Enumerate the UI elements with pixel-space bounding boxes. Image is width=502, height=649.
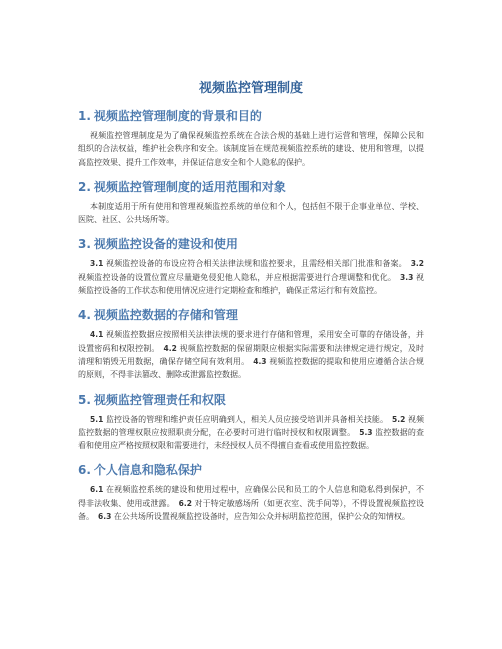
clause-text: 视频监控数据应按照相关法律法规的要求进行存储和管理，采用安全可靠的存储设备，并设置密码和权限控制。 bbox=[78, 330, 424, 353]
section-heading-text: 视频监控数据的存储和管理 bbox=[93, 308, 238, 323]
section-heading-text: 视频监控管理制度的背景和目的 bbox=[93, 109, 262, 123]
section-body bbox=[78, 328, 424, 381]
clause-text: 在视频监控系统的建设和使用过程中，应确保公民和员工的个人信息和隐私得到保护，不得非法收集、使用或泄露。 bbox=[78, 485, 424, 508]
clause-number: 6.2 bbox=[178, 498, 192, 508]
section-heading-text: 视频监控设备的建设和使用 bbox=[93, 237, 238, 252]
section-3 bbox=[78, 235, 424, 297]
section-number: 2. bbox=[78, 179, 91, 194]
clause-number: 6.1 bbox=[90, 485, 104, 495]
clause-text: 视频监控设备的工作状态和使用情况应进行定期检查和维护，确保正常运行和有效监控。 bbox=[78, 272, 424, 296]
section-body bbox=[78, 413, 424, 453]
clause-text: 本制度适用于所有使用和管理视频监控系统的单位和个人，包括但不限于企事业单位、学校、医院、社区、公共场所等。 bbox=[78, 201, 424, 225]
section-heading bbox=[78, 178, 424, 196]
document-title: 视频监控管理制度 bbox=[198, 81, 303, 96]
clause-number: 3.3 bbox=[400, 272, 414, 282]
section-heading-text: 个人信息和隐私保护 bbox=[93, 463, 202, 478]
section-heading-text: 视频监控管理制度的适用范围和对象 bbox=[93, 179, 286, 194]
clause-number: 5.1 bbox=[90, 414, 104, 424]
clause-text: 监控数据的查看和使用应严格按照权限和需要进行，未经授权人员不得擅自查看或使用监控数据。 bbox=[78, 427, 425, 451]
clause-number: 4.3 bbox=[253, 356, 267, 366]
section-4 bbox=[78, 306, 424, 381]
clause-text: 对于特定敏感场所（如更衣室、洗手间等），不得设置视频监控设备。 bbox=[78, 498, 425, 522]
section-number: 4. bbox=[78, 308, 91, 323]
clause-number: 4.1 bbox=[90, 330, 104, 340]
section-body bbox=[78, 200, 424, 227]
document-sections bbox=[78, 107, 424, 523]
clause-number: 6.3 bbox=[98, 512, 112, 522]
clause-text: 视频监控管理制度是为了确保视频监控系统在合法合规的基础上进行运营和管理，保障公民和组织的合法权益，维护社会秩序和安全。该制度旨在规范视频监控系统的建设、使用和管理，以提高监控效果、提升工作效率，并保证信息安全和个人隐私的保护。 bbox=[78, 131, 424, 167]
section-heading bbox=[78, 306, 424, 324]
section-5 bbox=[78, 391, 424, 453]
clause-number: 4.2 bbox=[163, 343, 177, 353]
section-number: 6. bbox=[78, 463, 91, 478]
clause-text: 视频监控数据的保留期限应根据实际需要和法律规定进行规定，及时清理和销毁无用数据，确保存储空间有效利用。 bbox=[78, 343, 425, 366]
clause-number: 3.2 bbox=[410, 259, 424, 269]
clause-number: 5.3 bbox=[359, 427, 373, 437]
clause-text: 在公共场所设置视频监控设备时，应告知公众并标明监控范围，保护公众的知情权。 bbox=[113, 512, 410, 522]
section-2 bbox=[78, 178, 424, 227]
clause-text: 监控设备的管理和维护责任应明确到人，相关人员应接受培训并具备相关技能。 bbox=[105, 414, 389, 424]
clause-text: 视频监控数据的管理权限应按照职责分配，在必要时可进行临时授权和权限调整。 bbox=[78, 414, 425, 437]
section-heading-text: 视频监控管理责任和权限 bbox=[93, 392, 226, 407]
clause-text: 视频监控设备的设置位置应尽量避免侵犯他人隐私，并应根据需要进行合理调整和优化。 bbox=[78, 272, 396, 282]
section-6 bbox=[78, 461, 424, 523]
clause-text: 视频监控数据的提取和使用应遵循合法合规的原则，不得非法篡改、删除或泄露监控数据。 bbox=[78, 356, 425, 380]
section-body bbox=[78, 257, 424, 297]
clause-number: 5.2 bbox=[392, 414, 406, 424]
section-heading bbox=[78, 107, 424, 125]
section-heading bbox=[78, 461, 424, 479]
section-number: 5. bbox=[78, 392, 91, 407]
section-1 bbox=[78, 107, 424, 169]
section-number: 1. bbox=[78, 109, 91, 123]
section-number: 3. bbox=[78, 237, 91, 252]
section-heading bbox=[78, 391, 424, 409]
section-body bbox=[78, 129, 424, 169]
clause-text: 视频监控设备的布设应符合相关法律法规和监控要求，且需经相关部门批准和备案。 bbox=[105, 259, 407, 269]
section-body bbox=[78, 483, 424, 523]
clause-number: 3.1 bbox=[90, 259, 104, 269]
section-heading bbox=[78, 235, 424, 253]
